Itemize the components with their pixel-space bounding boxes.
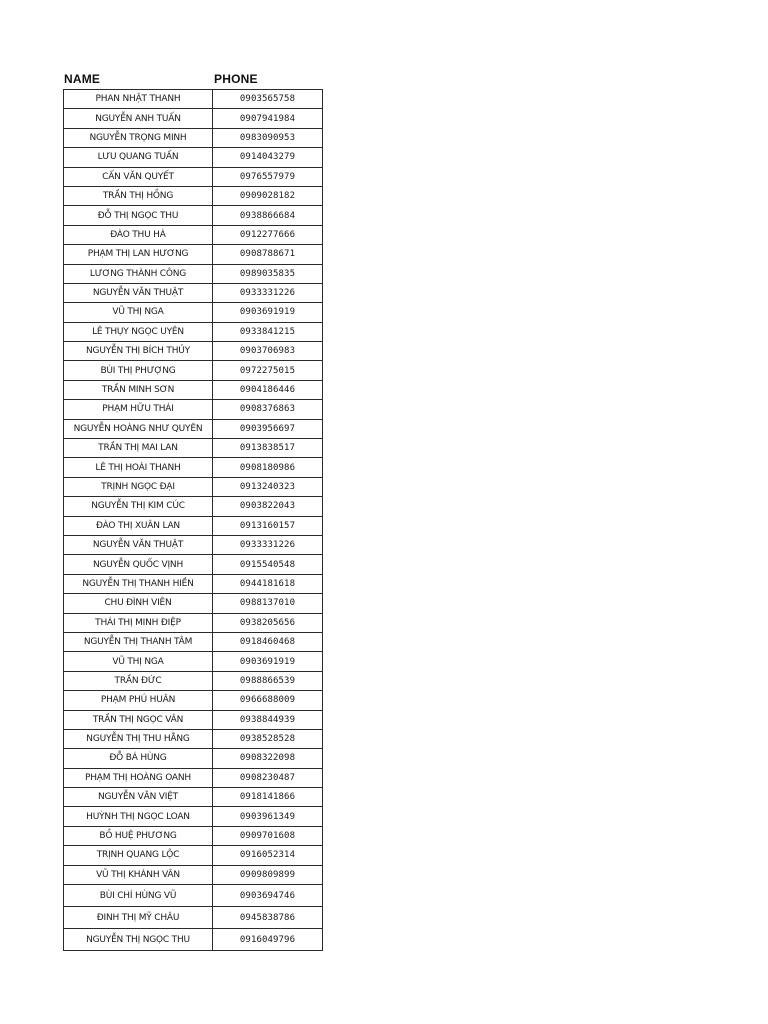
table-row: [64, 885, 323, 907]
contact-name-cell: BỒ HUỆ PHƯƠNG: [64, 826, 213, 845]
contact-name-cell: TRẦN MINH SƠN: [64, 380, 213, 399]
table-row: [64, 458, 323, 477]
table-row: [64, 865, 323, 884]
contact-phone-cell: 0908376863: [213, 400, 323, 419]
contact-phone-cell: 0913160157: [213, 516, 323, 535]
table-row: [64, 768, 323, 787]
contact-name-cell: LÊ THỤY NGỌC UYÊN: [64, 322, 213, 341]
table-row: [64, 245, 323, 264]
contact-name-cell: LÊ THỊ HOÀI THANH: [64, 458, 213, 477]
contact-phone-cell: 0938205656: [213, 613, 323, 632]
table-row: [64, 477, 323, 496]
contact-name-cell: TRỊNH NGỌC ĐẠI: [64, 477, 213, 496]
table-row: [64, 788, 323, 807]
contact-name-cell: ĐỖ BÁ HÙNG: [64, 749, 213, 768]
contact-phone-cell: 0938528528: [213, 729, 323, 748]
contact-phone-cell: 0988866539: [213, 671, 323, 690]
table-row: [64, 283, 323, 302]
table-row: [64, 109, 323, 128]
contact-phone-cell: 0909809899: [213, 865, 323, 884]
contact-phone-cell: 0903961349: [213, 807, 323, 826]
table-row: [64, 128, 323, 147]
contact-phone-cell: 0903691919: [213, 652, 323, 671]
contact-phone-cell: 0912277666: [213, 225, 323, 244]
contact-name-cell: ĐÀO THU HÀ: [64, 225, 213, 244]
contact-phone-cell: 0972275015: [213, 361, 323, 380]
contact-phone-cell: 0909701608: [213, 826, 323, 845]
contact-phone-cell: 0945838786: [213, 907, 323, 929]
contact-name-cell: BÙI THỊ PHƯỢNG: [64, 361, 213, 380]
contact-name-cell: TRẦN THỊ NGỌC VÂN: [64, 710, 213, 729]
contact-name-cell: TRẦN ĐỨC: [64, 671, 213, 690]
contact-name-cell: NGUYỄN HOÀNG NHƯ QUYÊN: [64, 419, 213, 438]
table-row: [64, 710, 323, 729]
contact-name-cell: TRẦN THỊ HỒNG: [64, 186, 213, 205]
table-row: [64, 516, 323, 535]
contact-name-cell: TRẦN THỊ MAI LAN: [64, 439, 213, 458]
contact-name-cell: PHẠM PHÚ HUÂN: [64, 691, 213, 710]
contact-name-cell: PHẠM HỮU THÁI: [64, 400, 213, 419]
table-row: [64, 846, 323, 865]
contact-name-cell: NGUYỄN VĂN THUẬT: [64, 535, 213, 554]
contact-phone-cell: 0966688009: [213, 691, 323, 710]
contact-phone-cell: 0904186446: [213, 380, 323, 399]
table-row: [64, 400, 323, 419]
contact-phone-cell: 0933331226: [213, 283, 323, 302]
contact-phone-cell: 0908322098: [213, 749, 323, 768]
contact-name-cell: PHAN NHẬT THANH: [64, 90, 213, 109]
contact-name-cell: NGUYỄN ANH TUẤN: [64, 109, 213, 128]
contact-phone-cell: 0903565758: [213, 90, 323, 109]
contact-phone-cell: 0903694746: [213, 885, 323, 907]
contact-name-cell: NGUYỄN THỊ THU HẰNG: [64, 729, 213, 748]
contact-name-cell: NGUYỄN QUỐC VỊNH: [64, 555, 213, 574]
contact-name-cell: VŨ THỊ KHÁNH VÂN: [64, 865, 213, 884]
contact-phone-cell: 0908180986: [213, 458, 323, 477]
contact-name-cell: NGUYỄN VĂN THUẬT: [64, 283, 213, 302]
contact-name-cell: ĐÀO THỊ XUÂN LAN: [64, 516, 213, 535]
contact-name-cell: VŨ THỊ NGA: [64, 652, 213, 671]
table-row: [64, 929, 323, 951]
contact-phone-cell: 0903822043: [213, 497, 323, 516]
contact-name-cell: NGUYỄN THỊ NGỌC THU: [64, 929, 213, 951]
contact-phone-cell: 0916052314: [213, 846, 323, 865]
table-row: [64, 186, 323, 205]
table-row: [64, 361, 323, 380]
contact-name-cell: HUỲNH THỊ NGỌC LOAN: [64, 807, 213, 826]
column-header-row: [63, 71, 323, 88]
contact-phone-cell: 0916049796: [213, 929, 323, 951]
table-row: [64, 206, 323, 225]
contact-name-cell: NGUYỄN THỊ THANH TÂM: [64, 632, 213, 651]
contacts-table-body: [64, 90, 323, 951]
contact-phone-cell: 0976557979: [213, 167, 323, 186]
contact-name-cell: CHU ĐÌNH VIÊN: [64, 594, 213, 613]
table-row: [64, 167, 323, 186]
contact-phone-cell: 0907941984: [213, 109, 323, 128]
contact-phone-cell: 0989035835: [213, 264, 323, 283]
table-row: [64, 652, 323, 671]
contact-name-cell: PHẠM THỊ HOÀNG OANH: [64, 768, 213, 787]
contact-phone-cell: 0914043279: [213, 148, 323, 167]
contact-phone-cell: 0915540548: [213, 555, 323, 574]
contact-phone-cell: 0988137010: [213, 594, 323, 613]
contact-phone-cell: 0983090953: [213, 128, 323, 147]
contact-name-cell: LƯU QUANG TUẤN: [64, 148, 213, 167]
table-row: [64, 826, 323, 845]
contact-name-cell: NGUYỄN TRỌNG MINH: [64, 128, 213, 147]
contact-name-cell: VŨ THỊ NGA: [64, 303, 213, 322]
column-header-name: NAME: [64, 72, 101, 86]
contact-name-cell: NGUYỄN VĂN VIỆT: [64, 788, 213, 807]
table-row: [64, 574, 323, 593]
contact-phone-cell: 0918460468: [213, 632, 323, 651]
table-row: [64, 691, 323, 710]
table-row: [64, 380, 323, 399]
table-row: [64, 555, 323, 574]
table-row: [64, 225, 323, 244]
contact-phone-cell: 0933331226: [213, 535, 323, 554]
contacts-table: [63, 89, 323, 951]
contact-name-cell: NGUYỄN THỊ THANH HIỀN: [64, 574, 213, 593]
table-row: [64, 807, 323, 826]
contact-phone-cell: 0903956697: [213, 419, 323, 438]
contact-name-cell: TRỊNH QUANG LỘC: [64, 846, 213, 865]
table-row: [64, 90, 323, 109]
table-row: [64, 729, 323, 748]
table-row: [64, 632, 323, 651]
table-row: [64, 342, 323, 361]
table-row: [64, 303, 323, 322]
contact-name-cell: ĐỖ THỊ NGỌC THU: [64, 206, 213, 225]
table-row: [64, 594, 323, 613]
table-row: [64, 419, 323, 438]
table-row: [64, 613, 323, 632]
table-row: [64, 322, 323, 341]
column-header-phone: PHONE: [214, 72, 258, 86]
contact-name-cell: NGUYỄN THỊ BÍCH THỦY: [64, 342, 213, 361]
contact-phone-cell: 0944181618: [213, 574, 323, 593]
contact-phone-cell: 0913838517: [213, 439, 323, 458]
contact-name-cell: BÙI CHÍ HÙNG VŨ: [64, 885, 213, 907]
contact-phone-cell: 0918141866: [213, 788, 323, 807]
contact-name-cell: LƯƠNG THÀNH CÔNG: [64, 264, 213, 283]
table-row: [64, 439, 323, 458]
contact-phone-cell: 0913240323: [213, 477, 323, 496]
table-row: [64, 264, 323, 283]
contact-phone-cell: 0908230487: [213, 768, 323, 787]
table-row: [64, 907, 323, 929]
table-row: [64, 535, 323, 554]
contact-name-cell: CẤN VĂN QUYẾT: [64, 167, 213, 186]
table-row: [64, 749, 323, 768]
contact-phone-cell: 0903706983: [213, 342, 323, 361]
contact-phone-cell: 0908788671: [213, 245, 323, 264]
contact-phone-cell: 0909028182: [213, 186, 323, 205]
contact-phone-cell: 0938844939: [213, 710, 323, 729]
contact-name-cell: PHẠM THỊ LAN HƯƠNG: [64, 245, 213, 264]
contact-name-cell: NGUYỄN THỊ KIM CÚC: [64, 497, 213, 516]
contact-name-cell: THÁI THỊ MINH ĐIỆP: [64, 613, 213, 632]
table-row: [64, 671, 323, 690]
table-row: [64, 497, 323, 516]
table-row: [64, 148, 323, 167]
contact-phone-cell: 0903691919: [213, 303, 323, 322]
contact-name-cell: ĐINH THỊ MỸ CHÂU: [64, 907, 213, 929]
contact-phone-cell: 0938866684: [213, 206, 323, 225]
contact-phone-cell: 0933841215: [213, 322, 323, 341]
